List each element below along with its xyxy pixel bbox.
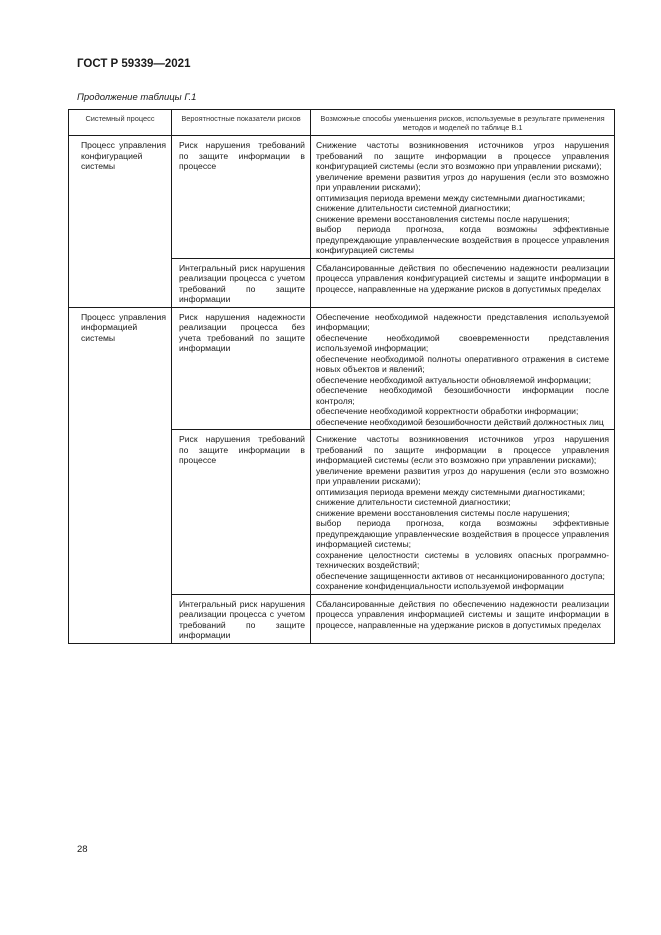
method-item: обеспечение необходимой полноты оперативного отражения в системе новых объектов и явлений;: [316, 353, 609, 374]
document-standard-header: ГОСТ Р 59339—2021: [77, 58, 191, 70]
risk-indicator-cell: Интегральный риск нарушения реализации процесса с учетом требований по защите информации: [172, 258, 311, 307]
method-item: обеспечение защищенности активов от несанкционированного доступа;: [316, 570, 605, 581]
method-item: Обеспечение необходимой надежности представления используемой информации;: [316, 311, 609, 332]
method-item: Сбалансированные действия по обеспечению надежности реализации процесса управления информацией системы и защите информации в процессе, направленные на удержание рисков в допустимых пределах: [316, 598, 609, 630]
method-item: обеспечение необходимой своевременности представления используемой информации;: [316, 332, 609, 353]
method-item: сохранение целостности системы в условиях опасных программно-технических воздействий;: [316, 549, 609, 570]
risk-indicator-cell: Риск нарушения требований по защите информации в процессе: [172, 136, 311, 259]
system-process-cell: Процесс управления конфигурацией системы: [69, 136, 172, 308]
method-item: обеспечение необходимой безошибочности действий должностных лиц: [316, 416, 604, 427]
page-number: 28: [77, 844, 88, 855]
method-item: снижение времени восстановления системы после нарушения;: [316, 213, 570, 224]
risk-methods-cell: [311, 307, 615, 430]
method-item: выбор периода прогноза, когда возможны эффективные предупреждающие управленческие воздействия в процессе управления конфигурацией системы: [316, 224, 609, 255]
table-row: [69, 136, 615, 259]
risk-methods-cell: [311, 258, 615, 307]
risk-indicator-cell: Интегральный риск нарушения реализации процесса с учетом требований по защите информации: [172, 594, 311, 643]
risk-indicator-cell: Риск нарушения надежности реализации процесса без учета требований по защите информации: [172, 307, 311, 430]
header-probability-indicators: Вероятностные показатели рисков: [172, 110, 311, 136]
method-item: увеличение времени развития угроз до нарушения (если это возможно при управлении рисками);: [316, 465, 609, 486]
system-process-cell: Процесс управления информацией системы: [69, 307, 172, 643]
method-item: снижение времени восстановления системы после нарушения;: [316, 507, 570, 518]
method-item: снижение длительности системной диагностики;: [316, 203, 511, 213]
risk-methods-cell: [311, 430, 615, 595]
table-row: [69, 307, 615, 430]
method-item: сохранение конфиденциальности используемой информации: [316, 581, 564, 591]
method-item: Сбалансированные действия по обеспечению надежности реализации процесса управления конфигурацией системы и защите информации в процессе, направленные на удержание рисков в допустимых пределах: [316, 262, 609, 294]
table-header-row: [69, 110, 615, 136]
risk-methods-cell: [311, 594, 615, 643]
method-item: Снижение частоты возникновения источников угроз нарушения требований по защите информации в процессе управления конфигурацией системы (если это возможно при управлении рисками);: [316, 140, 609, 171]
table-continuation-caption: Продолжение таблицы Г.1: [77, 92, 197, 103]
method-item: оптимизация периода времени между системными диагностиками;: [316, 192, 585, 203]
method-item: обеспечение необходимой корректности обработки информации;: [316, 406, 579, 416]
method-item: выбор периода прогноза, когда возможны эффективные предупреждающие управленческие воздействия в процессе управления информацией системы;: [316, 518, 609, 549]
risk-indicator-cell: Риск нарушения требований по защите информации в процессе: [172, 430, 311, 595]
header-risk-reduction-methods: Возможные способы уменьшения рисков, используемые в результате применения методов и моделей по таблице В.1: [311, 110, 615, 136]
method-item: обеспечение необходимой актуальности обновляемой информации;: [316, 374, 591, 385]
method-item: оптимизация периода времени между системными диагностиками;: [316, 486, 585, 497]
method-item: Снижение частоты возникновения источников угроз нарушения требований по защите информации в процессе управления информацией системы (если это возможно при управлении рисками);: [316, 434, 609, 465]
method-item: обеспечение необходимой безошибочности информации после контроля;: [316, 385, 609, 406]
header-system-process: Системный процесс: [69, 110, 172, 136]
method-item: увеличение времени развития угроз до нарушения (если это возможно при управлении рисками);: [316, 171, 609, 192]
risk-reduction-table: [68, 109, 615, 644]
method-item: снижение длительности системной диагностики;: [316, 497, 511, 507]
risk-methods-cell: [311, 136, 615, 259]
